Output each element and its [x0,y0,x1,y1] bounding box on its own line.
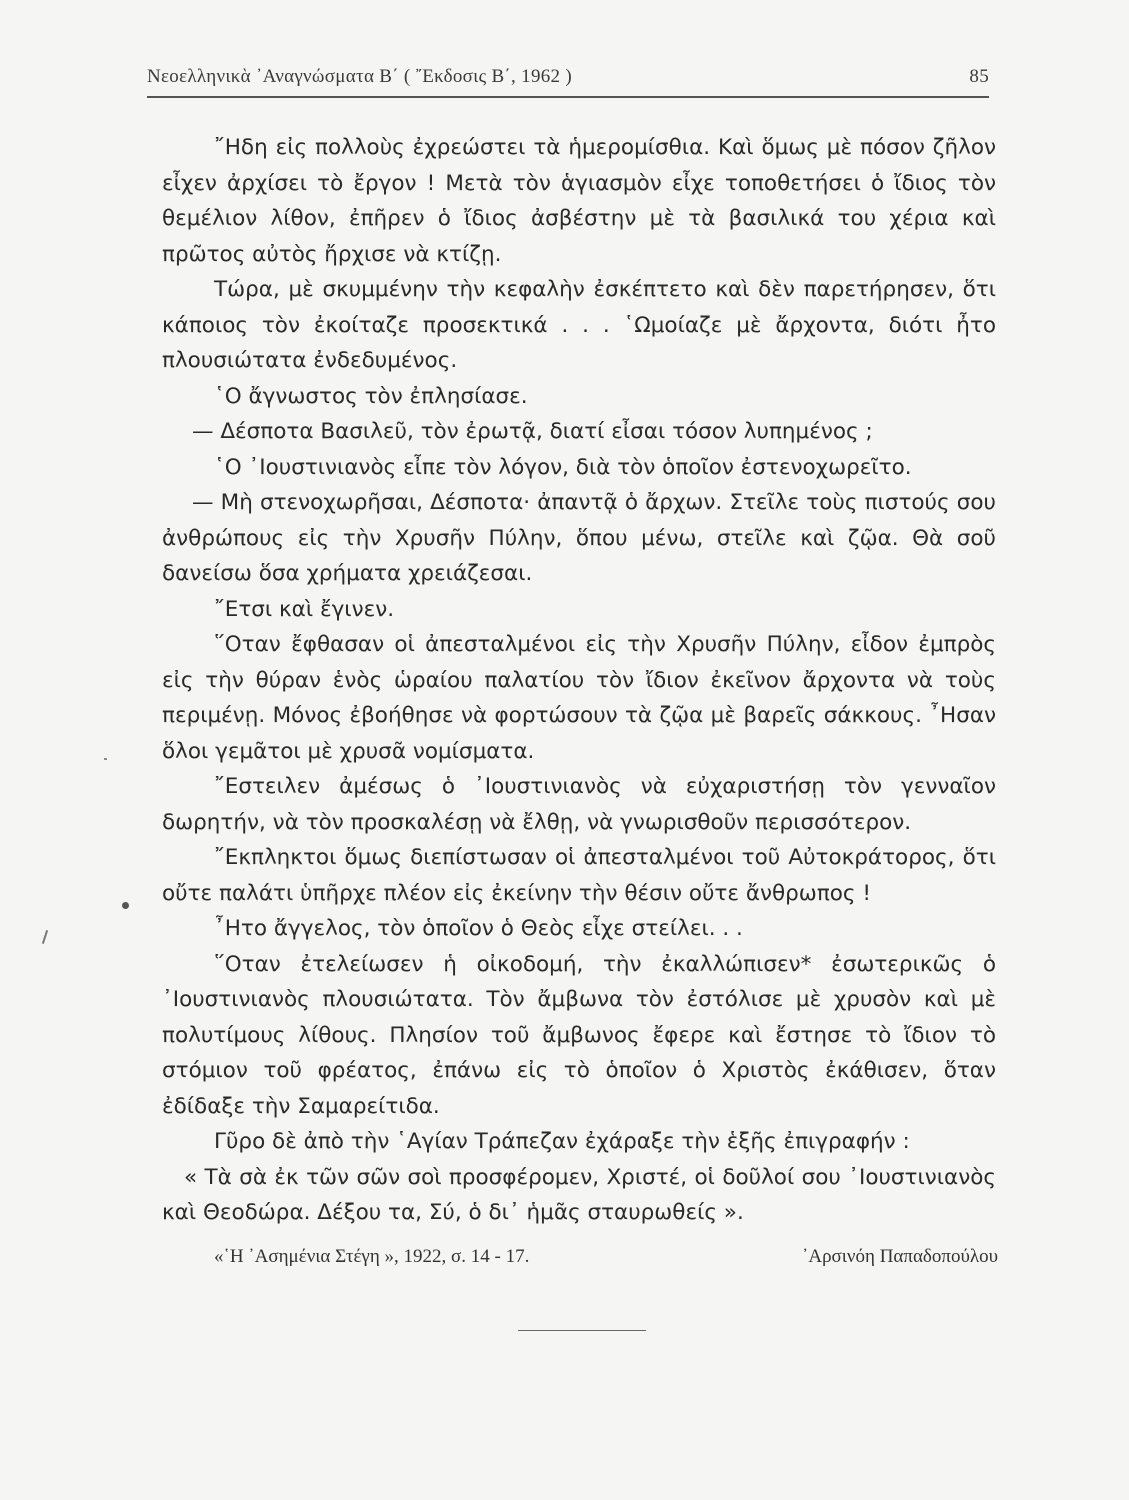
header-rule [147,96,989,98]
paragraph: ῞Οταν ἔφθασαν οἱ ἀπεσταλμένοι εἰς τὴν Χρυσῆν Πύλην, εἶδον ἐμπρὸς εἰς τὴν θύραν ἑνὸς ὡραίου παλατίου τὸν ἴδιον ἐκεῖνον ἄρχοντα νὰ τοὺς περιμένῃ. Μόνος ἐβοήθησε νὰ φορτώσουν τὰ ζῷα μὲ βαρεῖς σάκκους. ῏Ησαν ὅλοι γεμᾶτοι μὲ χρυσᾶ νομίσματα. [162,632,996,764]
margin-tick-mark [104,758,107,760]
book-title: Νεοελληνικὰ ᾿Αναγνώσματα Β΄ ( ῎Εκδοσις Β΄, 1962 ) [147,66,573,87]
paragraph: Γῦρο δὲ ἀπὸ τὴν ῾Αγίαν Τράπεζαν ἐχάραξε τὴν ἑξῆς ἐπιγραφήν : [214,1129,910,1154]
end-rule [518,1330,646,1331]
source-reference: «῾Η ᾿Ασημένια Στέγη », 1922, σ. 14 - 17. [214,1246,530,1267]
inscription-quote: « Τὰ σὰ ἐκ τῶν σῶν σοὶ προσφέρομεν, Χριστέ, οἱ δοῦλοί σου ᾿Ιουστινιανὸς καὶ Θεοδώρα. Δέξου τα, Σύ, ὁ δι᾿ ἡμᾶς σταυρωθείς ». [162,1164,996,1225]
paragraph: ῏Ητο ἄγγελος, τὸν ὁποῖον ὁ Θεὸς εἶχε στείλει. . . [214,916,743,941]
paragraph: ῎Ετσι καὶ ἔγινεν. [214,596,395,622]
running-header [147,62,989,92]
paragraph: Τώρα, μὲ σκυμμένην τὴν κεφαλὴν ἐσκέπτετο καὶ δὲν παρετήρησεν, ὅτι κάποιος τὸν ἐκοίταζε προσεκτικά . . . ῾Ωμοίαζε μὲ ἄρχοντα, διότι ἦτο πλουσιώτατα ἐνδεδυμένος. [162,277,996,373]
paragraph: ῾Ο ᾿Ιουστινιανὸς εἶπε τὸν λόγον, διὰ τὸν ὁποῖον ἐστενοχωρεῖτο. [214,454,912,480]
paragraph: ῎Ηδη εἰς πολλοὺς ἐχρεώστει τὰ ἡμερομίσθια. Καὶ ὅμως μὲ πόσον ζῆλον εἶχεν ἀρχίσει τὸ ἔργον ! Μετὰ τὸν ἁγιασμὸν εἶχε τοποθετήσει ὁ ἴδιος τὸν θεμέλιον λίθον, ἐπῆρεν ὁ ἴδιος ἀσβέστην μὲ τὰ βασιλικά του χέρια καὶ πρῶτος αὐτὸς ἤρχισε νὰ κτίζῃ. [162,135,996,267]
dialogue-line: — Δέσποτα Βασιλεῦ, τὸν ἐρωτᾷ, διατί εἶσαι τόσον λυπημένος ; [192,419,873,444]
dialogue-line: — Μὴ στενοχωρῆσαι, Δέσποτα· ἀπαντᾷ ὁ ἄρχων. Στεῖλε τοὺς πιστούς σου ἀνθρώπους εἰς τὴν Χρυσῆν Πύλην, ὅπου μένω, στεῖλε καὶ ζῷα. Θὰ σοῦ δανείσω ὅσα χρήματα χρειάζεσαι. [162,490,996,586]
story-text [162,130,996,1231]
paragraph: ῞Οταν ἐτελείωσεν ἡ οἰκοδομή, τὴν ἐκαλλώπισεν* ἐσωτερικῶς ὁ ᾿Ιουστινιανὸς πλουσιώτατα. Τὸν ἄμβωνα τὸν ἐστόλισε μὲ χρυσὸν καὶ μὲ πολυτίμους λίθους. Πλησίον τοῦ ἄμβωνος ἔφερε καὶ ἔστησε τὸ ἴδιον τὸ στόμιον τοῦ φρέατος, ἐπάνω εἰς τὸ ὁποῖον ὁ Χριστὸς ἐκάθισεν, ὅταν ἐδίδαξε τὴν Σαμαρείτιδα. [162,951,996,1119]
source-citation [214,1246,998,1276]
paragraph: ῎Εκπληκτοι ὅμως διεπίστωσαν οἱ ἀπεσταλμένοι τοῦ Αὐτοκράτορος, ὅτι οὔτε παλάτι ὑπῆρχε πλέον εἰς ἐκείνην τὴν θέσιν οὔτε ἄνθρωπος ! [162,845,996,906]
author-name: ᾿Αρσινόη Παπαδοπούλου [802,1246,998,1267]
paragraph: ῾Ο ἄγνωστος τὸν ἐπλησίασε. [214,383,528,409]
page-number: 85 [969,66,989,87]
margin-slash-mark [42,930,48,944]
margin-dot-mark [122,902,129,909]
paragraph: ῎Εστειλεν ἀμέσως ὁ ᾿Ιουστινιανὸς νὰ εὐχαριστήσῃ τὸν γενναῖον δωρητήν, νὰ τὸν προσκαλέσῃ νὰ ἔλθῃ, νὰ γνωρισθοῦν περισσότερον. [162,774,996,835]
